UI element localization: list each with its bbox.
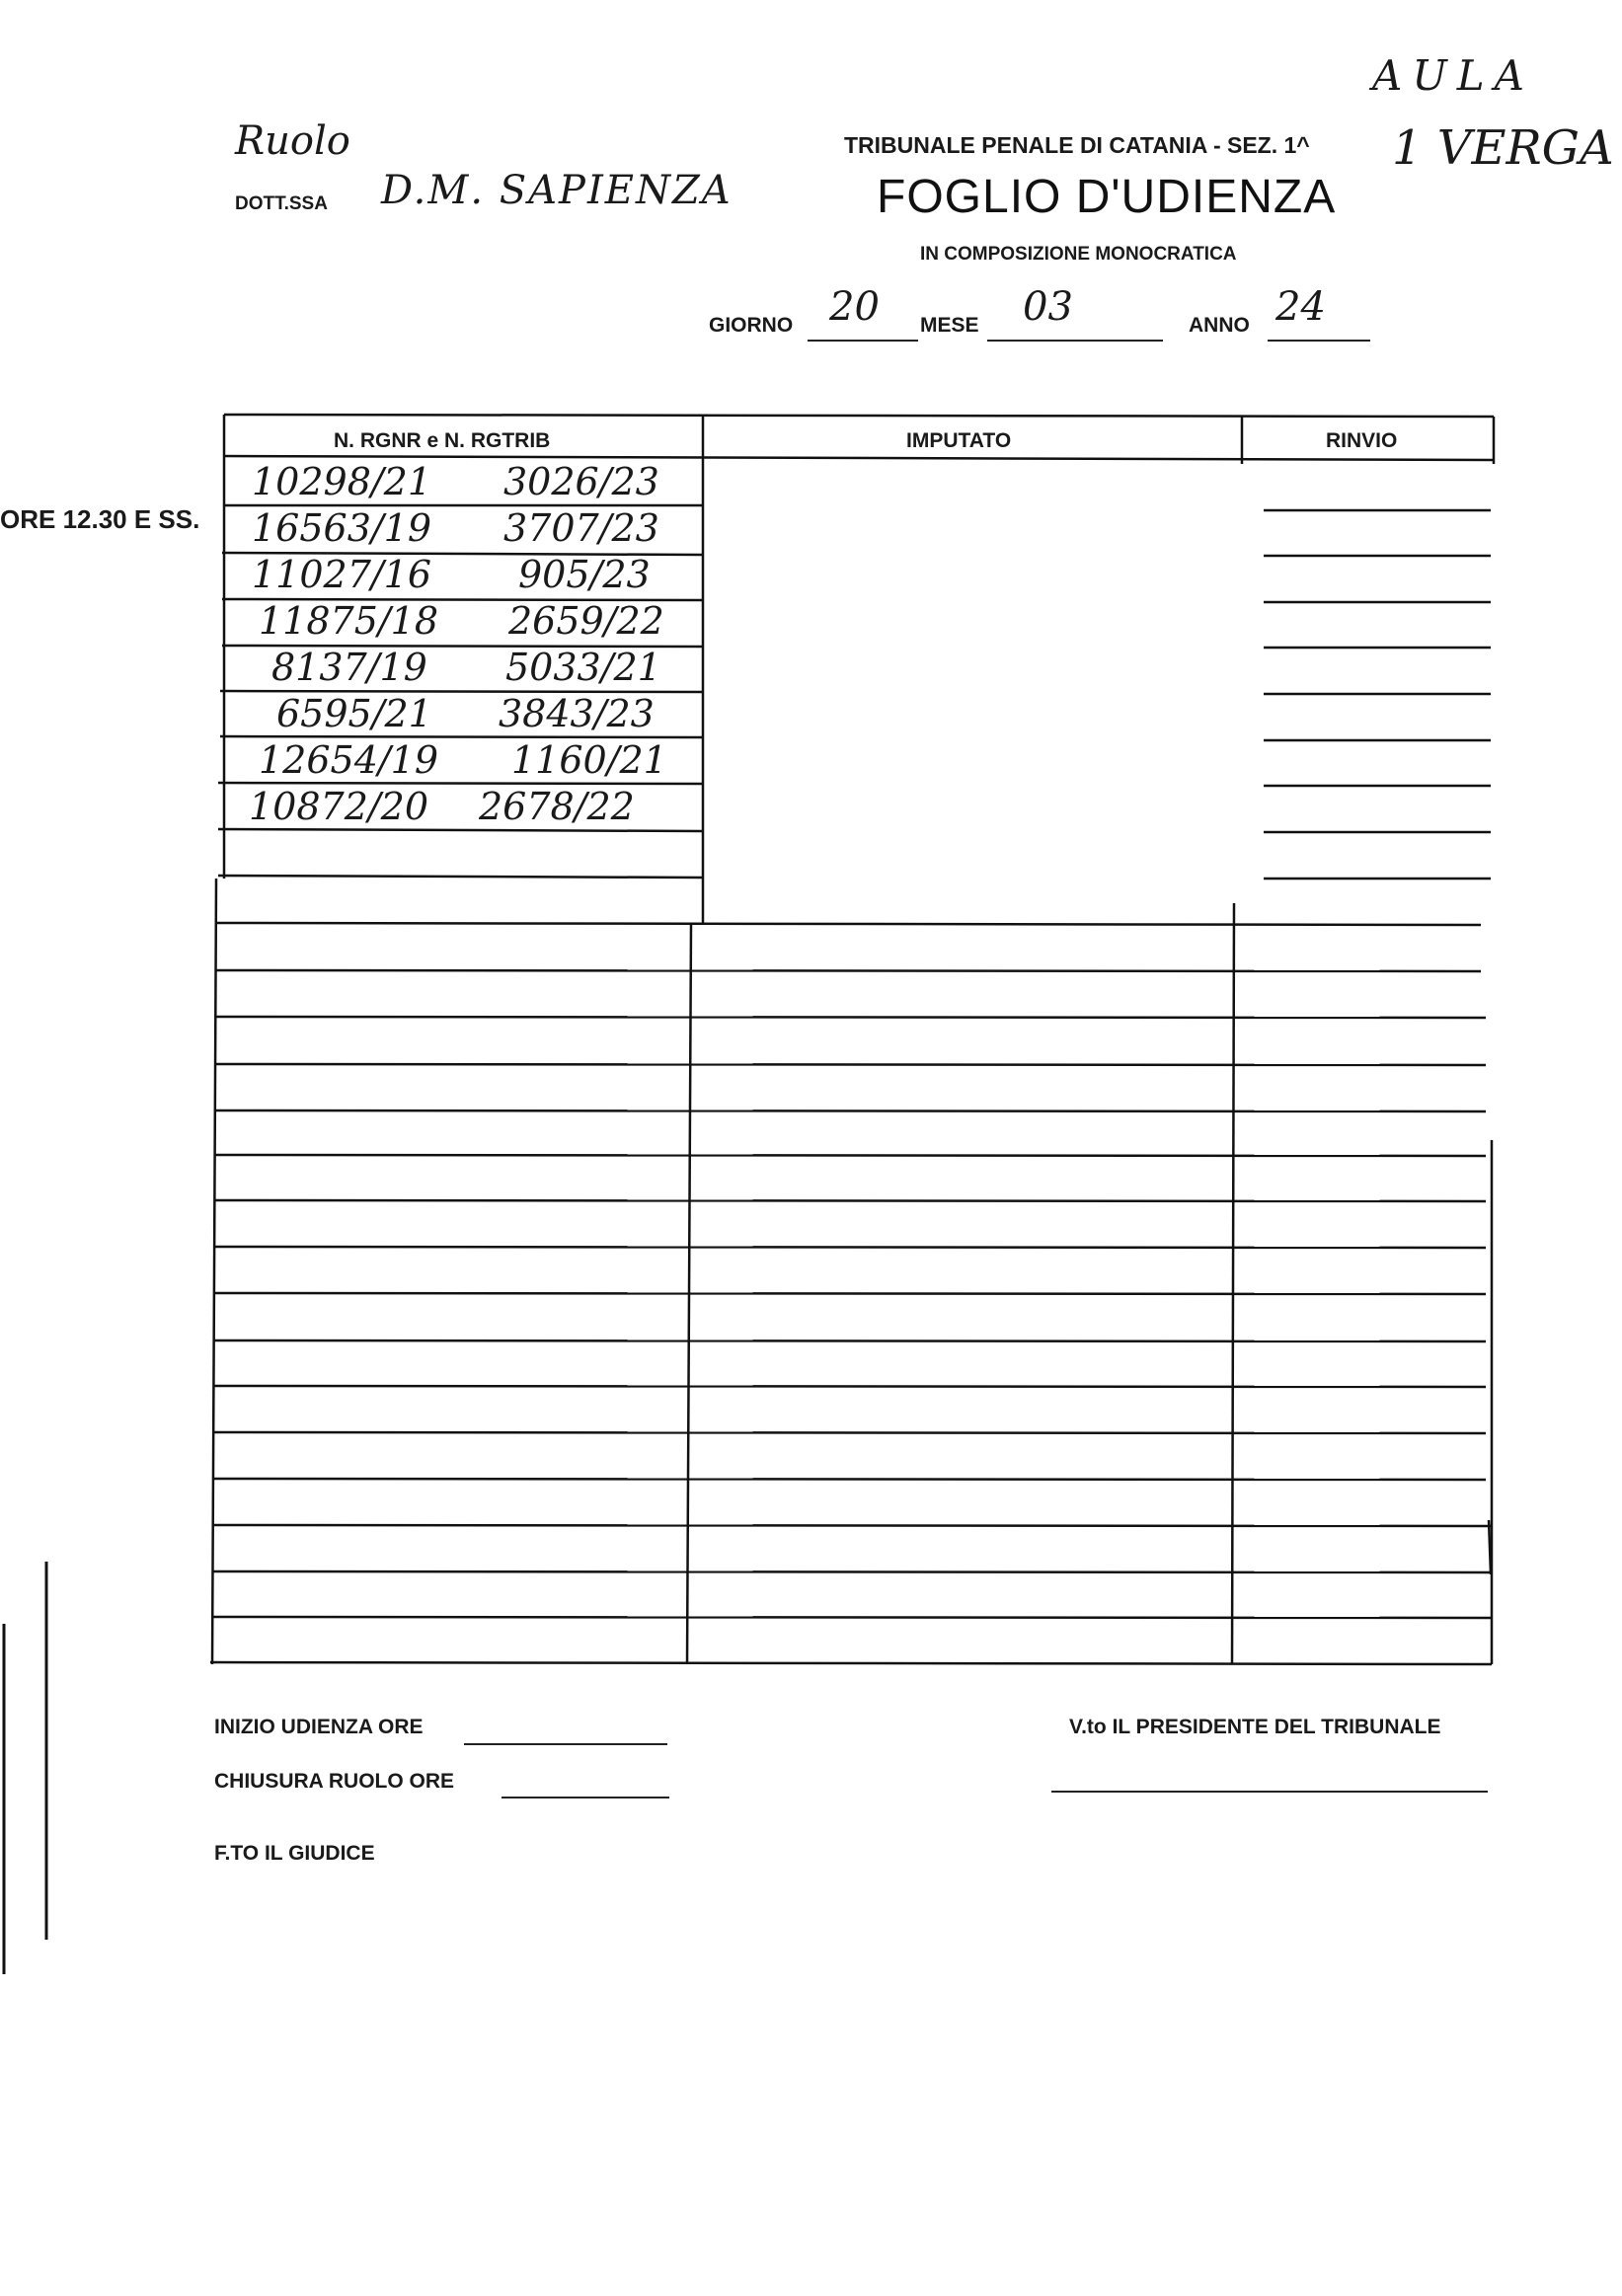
column-header-imputato: IMPUTATO xyxy=(906,429,1012,452)
month-label: MESE xyxy=(920,314,979,337)
year-value: 24 xyxy=(1275,284,1326,330)
president-visa-label: V.to IL PRESIDENTE DEL TRIBUNALE xyxy=(1069,1716,1441,1738)
day-label: GIORNO xyxy=(709,314,794,337)
case-rgnr: 11875/18 xyxy=(259,599,439,643)
case-rgtrib: 3026/23 xyxy=(503,460,659,503)
case-rgnr: 10872/20 xyxy=(249,785,429,828)
document-title: FOGLIO D'UDIENZA xyxy=(877,171,1337,223)
time-note: ORE 12.30 E SS. xyxy=(0,504,200,534)
case-rgtrib: 3843/23 xyxy=(499,692,655,735)
case-rgnr: 16563/19 xyxy=(252,506,432,550)
case-rgnr: 10298/21 xyxy=(252,460,432,503)
judge-signature-label: F.TO IL GIUDICE xyxy=(214,1842,375,1865)
case-rgnr: 6595/21 xyxy=(276,692,432,735)
dott-label: DOTT.SSA xyxy=(235,193,328,214)
column-header-rinvio: RINVIO xyxy=(1326,429,1398,452)
case-rgtrib: 3707/23 xyxy=(503,506,659,550)
document-subtitle: IN COMPOSIZIONE MONOCRATICA xyxy=(920,244,1237,265)
aula-room-handwritten: 1 VERGA xyxy=(1392,120,1614,176)
month-value: 03 xyxy=(1023,284,1073,330)
session-close-label: CHIUSURA RUOLO ORE xyxy=(214,1770,455,1793)
aula-handwritten: AULA xyxy=(1372,51,1534,100)
column-header-rgnr: N. RGNR e N. RGTRIB xyxy=(334,429,551,452)
case-rgtrib: 2659/22 xyxy=(508,599,664,643)
hearing-start-label: INIZIO UDIENZA ORE xyxy=(214,1716,424,1738)
court-name: TRIBUNALE PENALE DI CATANIA - SEZ. 1^ xyxy=(844,132,1310,158)
case-rgnr: 12654/19 xyxy=(259,738,439,782)
case-rgnr: 8137/19 xyxy=(271,646,427,689)
case-rgtrib: 905/23 xyxy=(518,553,651,596)
year-label: ANNO xyxy=(1189,314,1250,337)
judge-name-handwritten: D.M. SAPIENZA xyxy=(381,168,733,213)
case-rgnr: 11027/16 xyxy=(252,553,432,596)
day-value: 20 xyxy=(829,284,880,330)
case-rgtrib: 2678/22 xyxy=(479,785,635,828)
case-rgtrib: 1160/21 xyxy=(511,738,667,782)
case-rgtrib: 5033/21 xyxy=(505,646,661,689)
ruolo-handwritten: Ruolo xyxy=(235,118,350,164)
